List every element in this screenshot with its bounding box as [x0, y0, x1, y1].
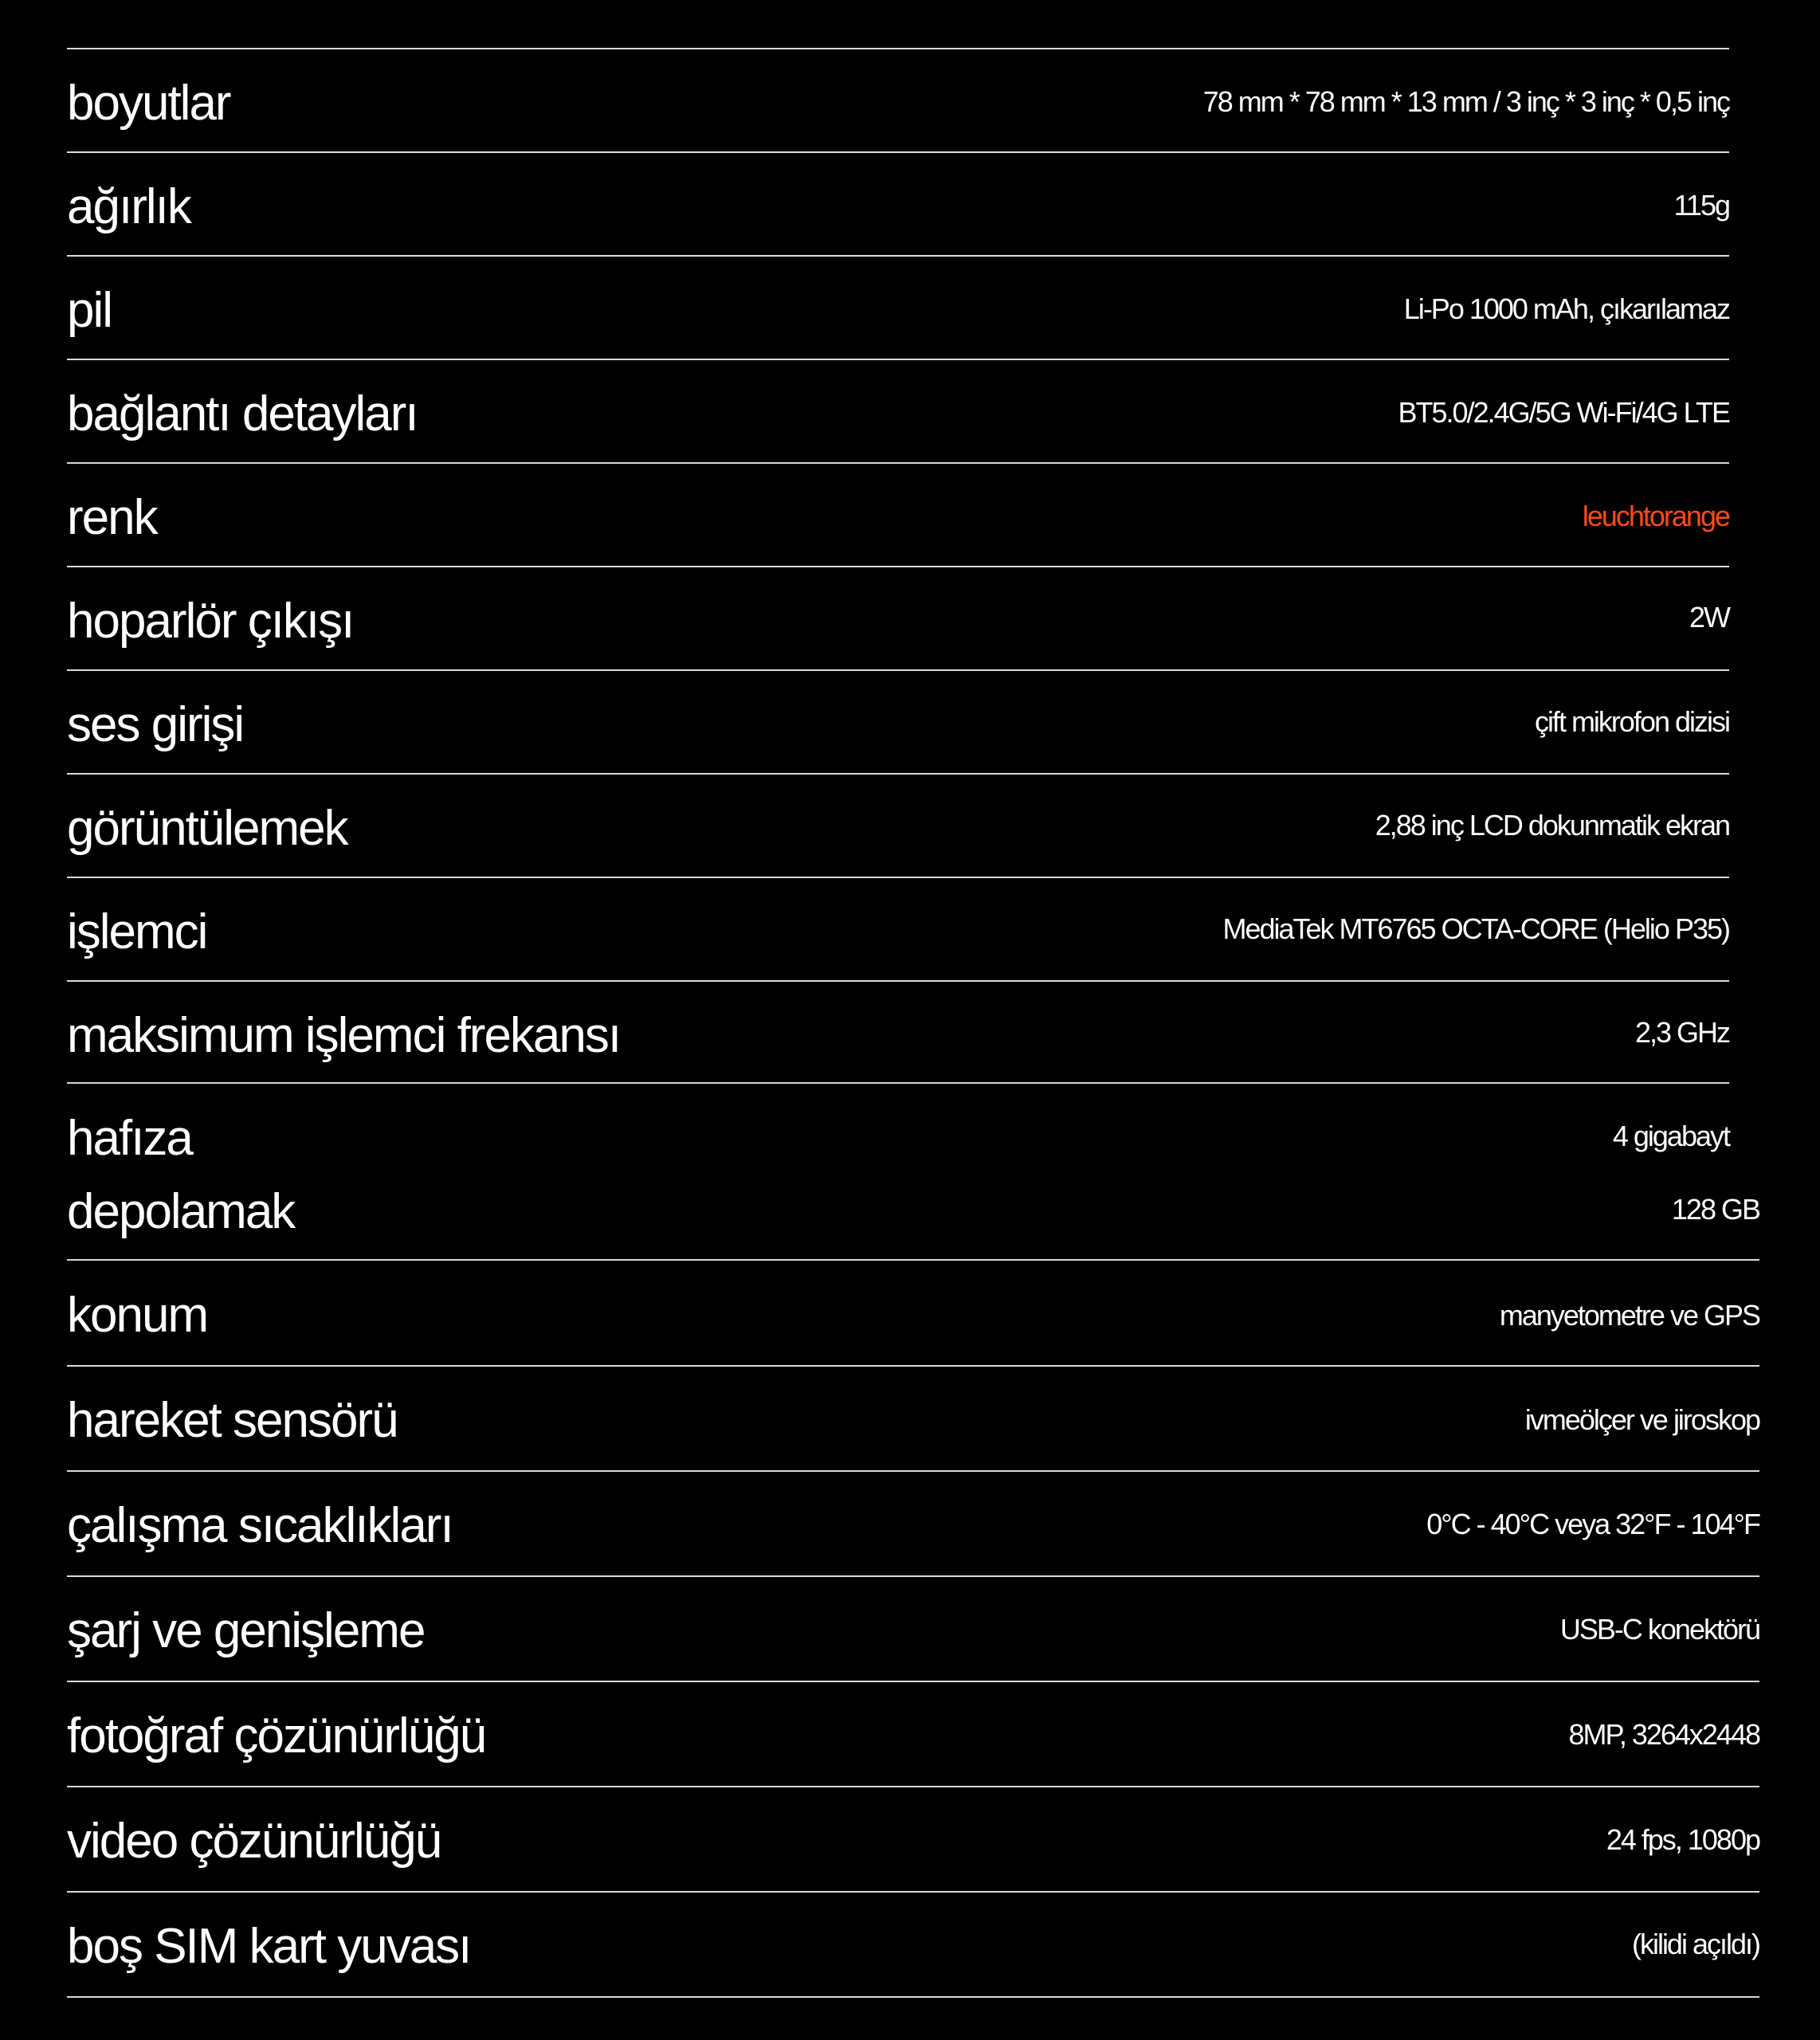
divider — [67, 980, 1729, 982]
spec-value-depolamak: 128 GB — [1671, 1193, 1759, 1226]
spec-value-calisma-sicakliklari: 0°C - 40°C veya 32°F - 104°F — [1426, 1508, 1759, 1540]
divider — [67, 773, 1729, 775]
spec-label-konum: konum — [67, 1288, 208, 1343]
spec-value-konum: manyetometre ve GPS — [1499, 1299, 1759, 1332]
spec-value-pil: Li-Po 1000 mAh, çıkarılamaz — [1403, 292, 1729, 325]
divider — [67, 151, 1729, 153]
divider — [67, 1259, 1759, 1261]
spec-value-agirlik: 115g — [1673, 189, 1729, 222]
divider — [67, 1891, 1759, 1893]
spec-label-boyutlar: boyutlar — [67, 76, 230, 131]
spec-label-fotograf-cozunurlugu: fotoğraf çözünürlüğü — [67, 1708, 486, 1763]
divider — [67, 255, 1729, 257]
divider — [67, 1681, 1759, 1682]
spec-label-sim-kart: boş SIM kart yuvası — [67, 1919, 471, 1974]
spec-label-hoparlor: hoparlör çıkışı — [67, 594, 354, 649]
spec-value-maks-frekans: 2,3 GHz — [1634, 1016, 1729, 1049]
spec-label-goruntulemek: görüntülemek — [67, 801, 347, 856]
spec-label-sarj: şarj ve genişleme — [67, 1603, 425, 1658]
spec-label-calisma-sicakliklari: çalışma sıcaklıkları — [67, 1498, 453, 1553]
spec-value-hoparlor: 2W — [1689, 601, 1729, 634]
spec-label-baglanti: bağlantı detayları — [67, 386, 418, 441]
spec-label-depolamak: depolamak — [67, 1184, 295, 1239]
spec-value-ses-girisi: çift mikrofon dizisi — [1534, 705, 1729, 738]
divider — [67, 1575, 1759, 1577]
spec-value-fotograf-cozunurlugu: 8MP, 3264x2448 — [1568, 1718, 1759, 1751]
spec-value-islemci: MediaTek MT6765 OCTA-CORE (Helio P35) — [1222, 912, 1729, 945]
divider — [67, 1996, 1759, 1998]
divider — [67, 462, 1729, 464]
spec-value-video-cozunurlugu: 24 fps, 1080p — [1606, 1823, 1759, 1856]
spec-label-agirlik: ağırlık — [67, 179, 190, 234]
divider — [67, 48, 1729, 49]
spec-label-renk: renk — [67, 490, 157, 545]
spec-label-pil: pil — [67, 283, 112, 338]
spec-value-renk: leuchtorange — [1582, 500, 1729, 532]
spec-value-boyutlar: 78 mm * 78 mm * 13 mm / 3 inç * 3 inç * 0,5 inç — [1202, 85, 1729, 118]
spec-value-goruntulemek: 2,88 inç LCD dokunmatik ekran — [1375, 809, 1729, 842]
spec-label-video-cozunurlugu: video çözünürlüğü — [67, 1814, 441, 1869]
divider — [67, 1082, 1729, 1084]
spec-label-ses-girisi: ses girişi — [67, 697, 244, 752]
divider — [67, 669, 1729, 671]
spec-value-hareket-sensoru: ivmeölçer ve jiroskop — [1524, 1403, 1759, 1436]
spec-label-hafiza: hafıza — [67, 1111, 192, 1166]
spec-value-baglanti: BT5.0/2.4G/5G Wi-Fi/4G LTE — [1398, 396, 1729, 429]
divider — [67, 359, 1729, 360]
spec-label-maks-frekans: maksimum işlemci frekansı — [67, 1008, 621, 1063]
divider — [67, 566, 1729, 567]
divider — [67, 1365, 1759, 1367]
spec-value-sarj: USB-C konektörü — [1559, 1613, 1759, 1646]
divider — [67, 1470, 1759, 1472]
spec-value-hafiza: 4 gigabayt — [1612, 1120, 1729, 1152]
spec-label-hareket-sensoru: hareket sensörü — [67, 1393, 398, 1448]
divider — [67, 1786, 1759, 1787]
spec-value-sim-kart: (kilidi açıldı) — [1631, 1928, 1759, 1960]
divider — [67, 877, 1729, 878]
spec-label-islemci: işlemci — [67, 904, 207, 959]
